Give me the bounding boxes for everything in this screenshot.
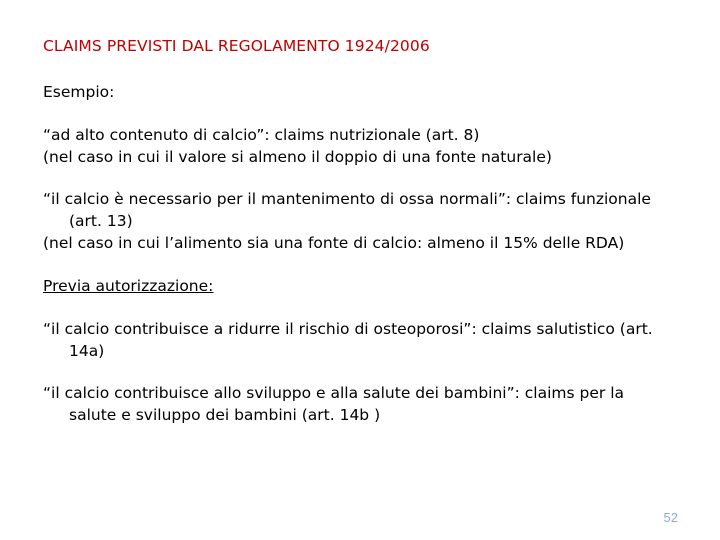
claim-functional-line-2: (art. 13) xyxy=(69,212,133,230)
claim-functional-line-3: (nel caso in cui l’alimento sia una fonte di calcio: almeno il 15% delle RDA) xyxy=(43,234,625,252)
claim-nutritional-line-2: (nel caso in cui il valore si almeno il doppio di una fonte naturale) xyxy=(43,148,552,166)
claim-functional-line-1: “il calcio è necessario per il mantenimento di ossa normali”: claims funzionale xyxy=(43,190,651,208)
claim-health-line-1: “il calcio contribuisce a ridurre il rischio di osteoporosi”: claims salutistico (art. xyxy=(43,320,653,338)
claim-nutritional xyxy=(43,124,552,168)
claim-health-line-2: 14a) xyxy=(69,342,105,360)
page-number: 52 xyxy=(663,510,678,525)
example-label: Esempio: xyxy=(43,83,115,101)
claim-children-health xyxy=(43,382,624,426)
claim-children-line-2: salute e sviluppo dei bambini (art. 14b ) xyxy=(69,406,381,424)
claim-children-line-1: “il calcio contribuisce allo sviluppo e alla salute dei bambini”: claims per la xyxy=(43,384,625,402)
prior-authorization-label: Previa autorizzazione: xyxy=(43,277,214,295)
claim-functional xyxy=(43,188,651,254)
slide-title: CLAIMS PREVISTI DAL REGOLAMENTO 1924/2006 xyxy=(43,37,430,55)
claim-health-osteoporosis xyxy=(43,318,653,362)
claim-nutritional-line-1: “ad alto contenuto di calcio”: claims nutrizionale (art. 8) xyxy=(43,126,480,144)
